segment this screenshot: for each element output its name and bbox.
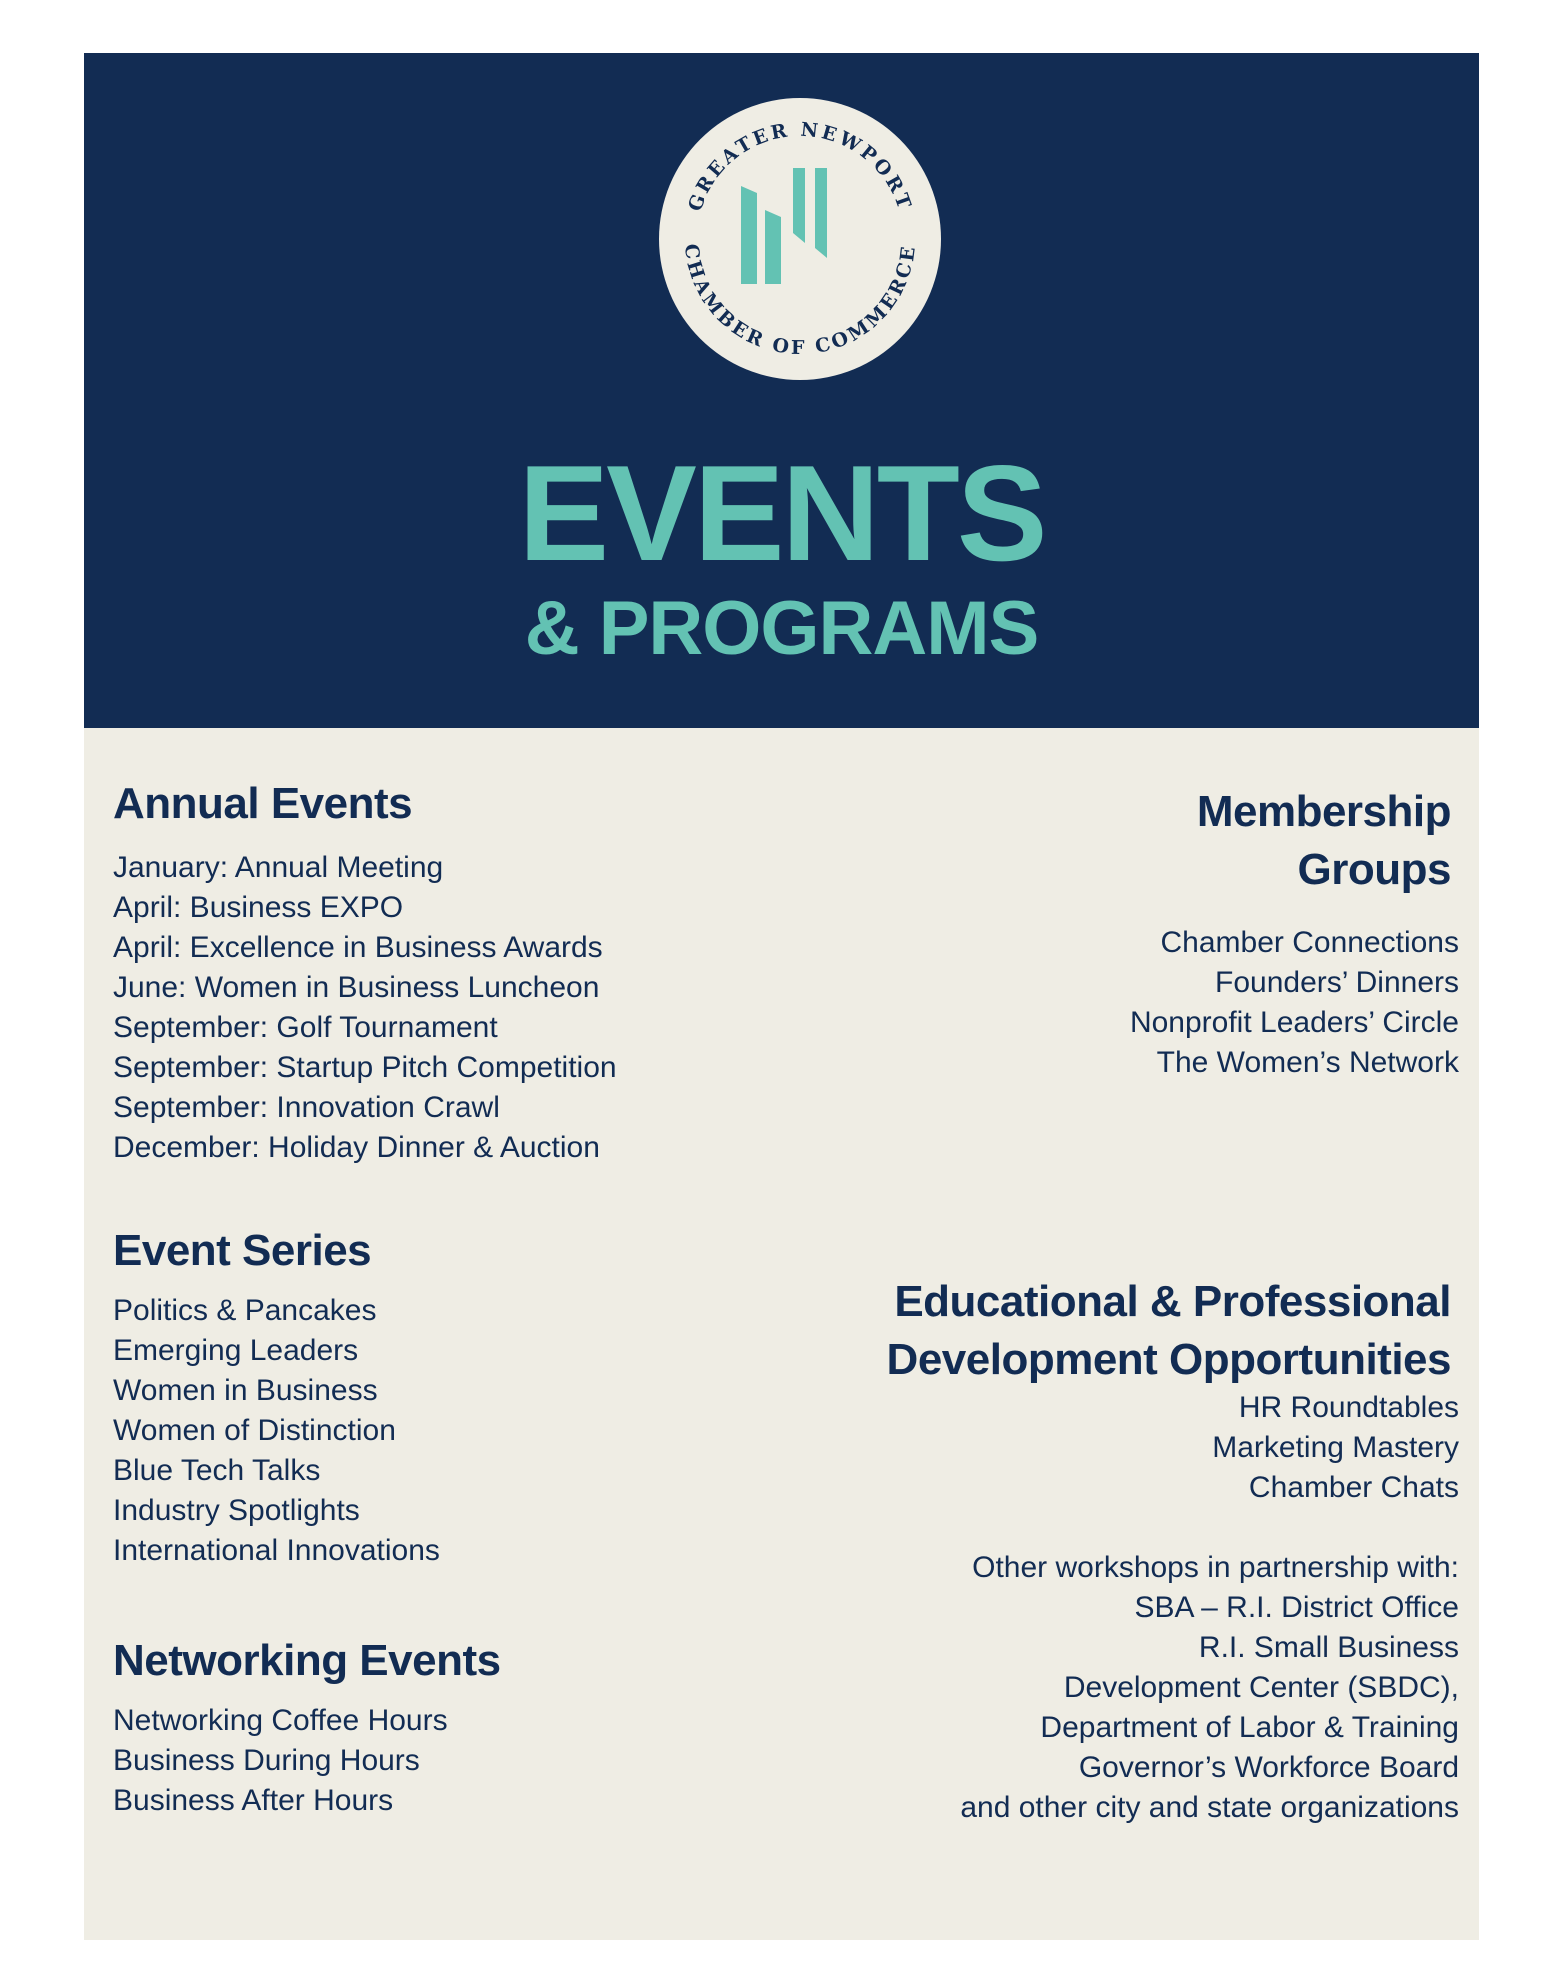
education-heading-line1: Educational & Professional — [894, 1277, 1451, 1326]
education-list — [1212, 1388, 1459, 1508]
list-item: International Innovations — [113, 1534, 440, 1567]
list-item: April: Business EXPO — [113, 891, 404, 924]
page-title: EVENTS — [518, 437, 1045, 589]
list-item: Networking Coffee Hours — [113, 1704, 448, 1737]
list-item: Chamber Connections — [1160, 926, 1459, 959]
networking-events-list — [113, 1701, 833, 1821]
list-item: Other workshops in partnership with: — [972, 1551, 1459, 1584]
event-series-heading: Event Series — [113, 1226, 372, 1275]
list-item: September: Startup Pitch Competition — [113, 1051, 617, 1084]
chamber-logo — [659, 98, 941, 380]
membership-groups-heading-line2: Groups — [1297, 845, 1451, 894]
list-item: R.I. Small Business — [1198, 1631, 1459, 1664]
list-item: June: Women in Business Luncheon — [113, 971, 600, 1004]
list-item: Department of Labor & Training — [1040, 1711, 1459, 1744]
page-subtitle: & PROGRAMS — [524, 586, 1039, 671]
list-item: Women in Business — [113, 1374, 378, 1407]
membership-groups-section — [739, 783, 1451, 899]
list-item: Business During Hours — [113, 1744, 420, 1777]
list-item: Industry Spotlights — [113, 1494, 360, 1527]
list-item: Blue Tech Talks — [113, 1454, 321, 1487]
networking-events-section — [113, 1636, 833, 1821]
list-item: Women of Distinction — [113, 1414, 396, 1447]
networking-events-heading: Networking Events — [113, 1636, 501, 1685]
logo-top-text: GREATER NEWPORT — [684, 118, 916, 215]
list-item: Emerging Leaders — [113, 1334, 359, 1367]
list-item: January: Annual Meeting — [113, 851, 444, 884]
list-item: The Women’s Network — [1156, 1046, 1459, 1079]
list-item: Nonprofit Leaders’ Circle — [1129, 1006, 1459, 1039]
event-series-list — [113, 1291, 833, 1571]
content-area — [84, 728, 1479, 1940]
list-item: HR Roundtables — [1238, 1391, 1459, 1424]
list-item: December: Holiday Dinner & Auction — [113, 1131, 600, 1164]
list-item: Development Center (SBDC), — [1063, 1671, 1459, 1704]
logo-bottom-text: CHAMBER OF COMMERCE — [679, 242, 921, 360]
list-item: SBA – R.I. District Office — [1134, 1591, 1459, 1624]
annual-events-heading: Annual Events — [113, 779, 413, 828]
membership-groups-heading-line1: Membership — [1196, 787, 1451, 836]
list-item: Founders’ Dinners — [1215, 966, 1459, 999]
membership-groups-list — [1130, 923, 1459, 1083]
list-item: Politics & Pancakes — [113, 1294, 377, 1327]
list-item: and other city and state organizations — [960, 1791, 1459, 1824]
list-item: Chamber Chats — [1248, 1471, 1459, 1504]
annual-events-list — [113, 848, 833, 1168]
list-item: Marketing Mastery — [1212, 1431, 1459, 1464]
annual-events-section — [113, 779, 833, 1168]
header-banner — [84, 53, 1479, 728]
event-series-section — [113, 1226, 833, 1571]
education-section — [739, 1273, 1451, 1389]
list-item: September: Innovation Crawl — [113, 1091, 500, 1124]
partners-list — [960, 1548, 1459, 1828]
education-heading-line2: Development Opportunities — [886, 1335, 1451, 1384]
list-item: April: Excellence in Business Awards — [113, 931, 603, 964]
list-item: Governor’s Workforce Board — [1078, 1751, 1459, 1784]
list-item: September: Golf Tournament — [113, 1011, 498, 1044]
list-item: Business After Hours — [113, 1784, 394, 1817]
